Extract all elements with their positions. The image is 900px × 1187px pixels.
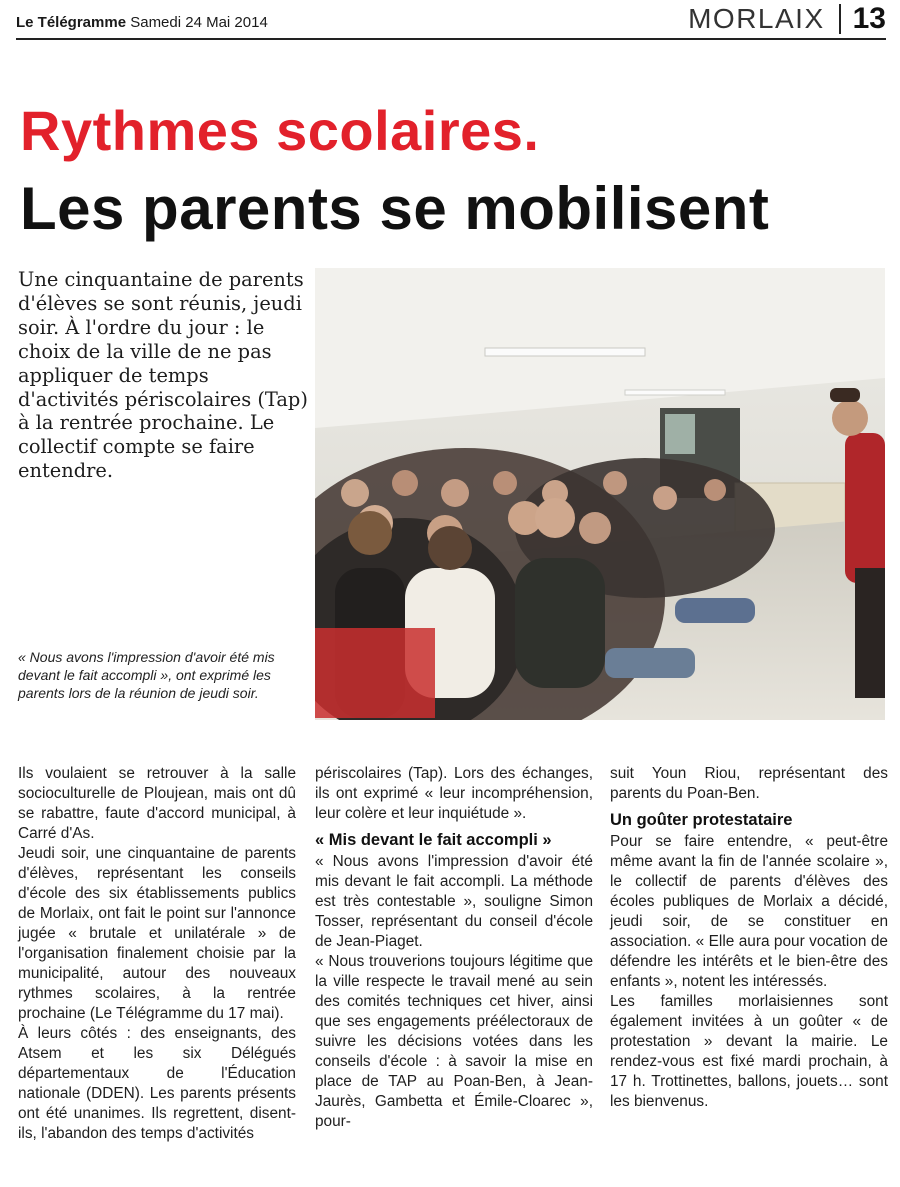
- col1-paragraph-2: Jeudi soir, une cinquantaine de parents d'élèves, représentant les conseils d'école des six établissements publics de Morlaix, ont fait le point sur l'annonce jugée « brutale et unilatérale » de l'organisation finalement choisie par la municipalité, autour des nouveaux rythmes scolaires, à la rentrée prochaine (Le Télégramme du 17 mai).: [18, 845, 296, 1022]
- header-masthead: [16, 14, 268, 31]
- subheading-fait-accompli: « Mis devant le fait accompli »: [315, 831, 552, 849]
- issue-date: Samedi 24 Mai 2014: [130, 14, 268, 31]
- meeting-audience-photo: [315, 268, 885, 720]
- article-headline: Les parents se mobilisent: [20, 175, 770, 242]
- subheading-gouter: Un goûter protestataire: [610, 811, 793, 829]
- section-name: MORLAIX: [688, 3, 825, 34]
- lead-text: Une cinquantaine de parents d'élèves se sont réunis, jeudi soir. À l'ordre du jour : le choix de la ville de ne pas appliquer de temps d'activités périscolaires (Tap) à la rentrée prochaine. Le collectif compte se faire entendre.: [18, 268, 308, 483]
- header-section-block: [688, 2, 886, 36]
- col2-paragraph-2: « Nous avons l'impression d'avoir été mis devant le fait accompli. La méthode est très contestable », souligne Simon Tosser, représentant du conseil d'école de Jean-Piaget.: [315, 853, 593, 950]
- photo-illustration: [315, 268, 885, 720]
- page-header: [16, 0, 886, 40]
- body-column-3: [610, 764, 888, 1112]
- col1-paragraph-1: Ils voulaient se retrouver à la salle socioculturelle de Ploujean, mais ont dû se rabattre, faute d'accord municipal, à Carré d'As.: [18, 765, 296, 842]
- article-kicker: Rythmes scolaires.: [20, 99, 540, 162]
- header-divider: [839, 4, 841, 34]
- col2-paragraph-1: périscolaires (Tap). Lors des échanges, ils ont exprimé « leur incompréhension, leur colère et leur inquiétude ».: [315, 765, 593, 822]
- col3-paragraph-1: suit Youn Riou, représentant des parents du Poan-Ben.: [610, 765, 888, 802]
- newspaper-name: Le Télégramme: [16, 14, 127, 31]
- body-column-1: [18, 764, 296, 1144]
- photo-caption: « Nous avons l'impression d'avoir été mis devant le fait accompli », ont exprimé les parents lors de la réunion de jeudi soir.: [18, 649, 275, 701]
- col3-paragraph-2: Pour se faire entendre, « peut-être même avant la fin de l'année scolaire », le collectif de parents d'élèves des écoles publiques de Morlaix a décidé, jeudi soir, de se constituer en association. « Elle aura pour vocation de défendre les intérêts et le bien-être des enfants », notent les intéressés.: [610, 833, 888, 990]
- col1-paragraph-3: À leurs côtés : des enseignants, des Atsem et les six Délégués départementaux de l'Éducation nationale (DDEN). Les parents présents ont été unanimes. Ils regrettent, disent-ils, l'abandon des temps d'activités: [18, 1025, 296, 1142]
- page-number: 13: [852, 2, 886, 35]
- col3-paragraph-3: Les familles morlaisiennes sont également invitées à un goûter « de protestation » devant la mairie. Le rendez-vous est fixé mardi prochain, à 17 h. Trottinettes, ballons, jouets… sont les bienvenus.: [610, 993, 888, 1110]
- header-rule: [16, 38, 886, 40]
- body-column-2: [315, 764, 593, 1132]
- col2-paragraph-3: « Nous trouverions toujours légitime que la ville respecte le travail mené au sein des comités techniques cet hiver, ainsi que ses engagements préélectoraux de suivre les décisions votées dans les conseils d'école : à savoir la mise en place de TAP au Poan-Ben, à Jean-Jaurès, Gambetta et Émile-Cloarec », pour-: [315, 953, 593, 1130]
- article-lead: [18, 268, 310, 483]
